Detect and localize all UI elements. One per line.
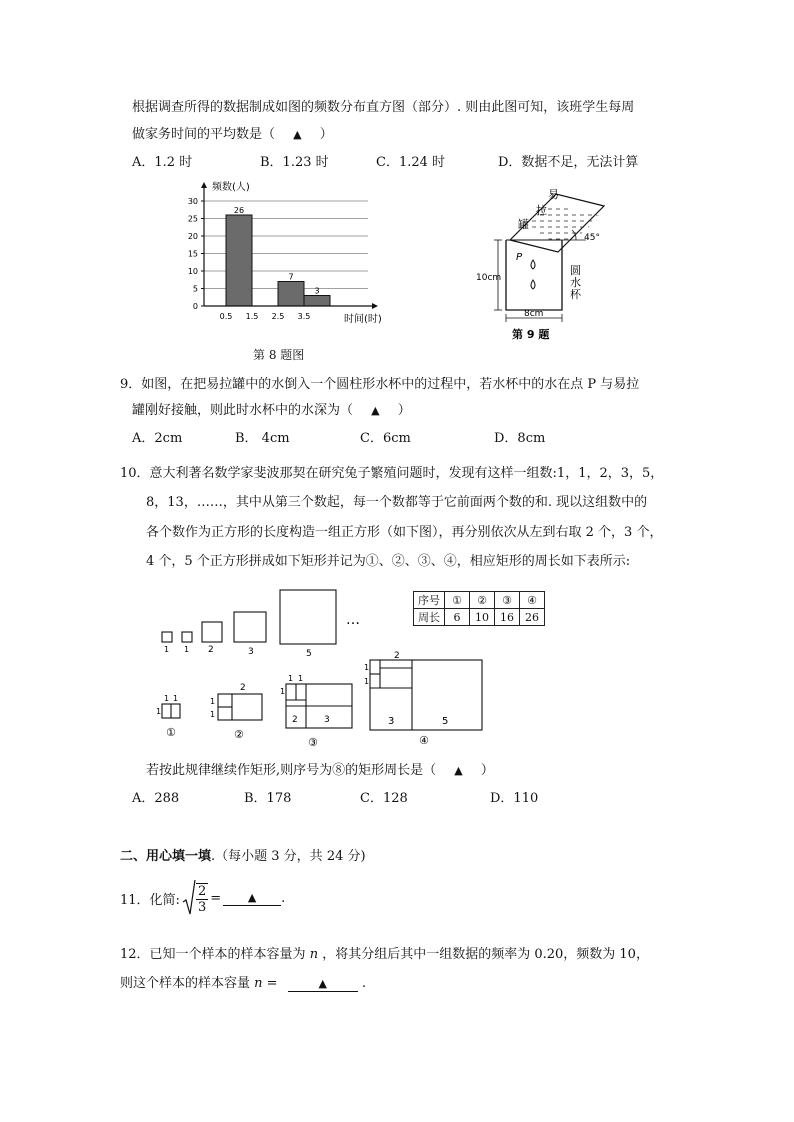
q11-answer-blank[interactable] bbox=[223, 891, 281, 906]
x-axis-arrow bbox=[372, 303, 378, 309]
q8-option-a: A．1.2 时 bbox=[132, 155, 193, 170]
q12-answer-blank[interactable] bbox=[288, 977, 358, 992]
table-header-cell: ② bbox=[470, 592, 495, 609]
x-tick-label: 2.5 bbox=[271, 312, 285, 321]
histogram-bar bbox=[304, 296, 330, 307]
section2-note: .（每小题 3 分，共 24 分) bbox=[211, 849, 366, 864]
can-label-2: 拉 bbox=[536, 204, 547, 217]
table-header-cell: ① bbox=[445, 592, 470, 609]
bar-value-label: 7 bbox=[288, 272, 294, 282]
q10-line2: 8，13，……，其中从第三个数起，每一个数都等于它前面两个数的和. 现以这组数中的 bbox=[146, 495, 648, 510]
table-cell: 16 bbox=[495, 609, 520, 626]
square-1a bbox=[162, 632, 172, 642]
q12-line2 bbox=[120, 972, 366, 992]
square-1a-label: 1 bbox=[164, 645, 170, 654]
fig9-caption: 第 9 题 bbox=[512, 328, 550, 341]
y-axis-arrow bbox=[201, 182, 207, 188]
droplet-icon bbox=[531, 280, 535, 289]
q12-text-a: 12．已知一个样本的样本容量为 bbox=[120, 947, 306, 962]
bar-value-label: 26 bbox=[233, 206, 245, 215]
angle-label: 45° bbox=[584, 233, 600, 243]
table-row bbox=[414, 592, 545, 609]
y-tick-label: 20 bbox=[187, 232, 198, 241]
square-5 bbox=[280, 590, 336, 644]
q10-option-d: D．110 bbox=[490, 791, 539, 806]
fig8-caption: 第 8 题图 bbox=[253, 348, 305, 362]
rect2-label-1a: 1 bbox=[210, 697, 216, 706]
fraction-denominator: 3 bbox=[197, 900, 207, 915]
y-tick-label: 10 bbox=[187, 267, 198, 276]
table-row bbox=[414, 609, 545, 626]
table-cell: 10 bbox=[470, 609, 495, 626]
table-header-cell: ④ bbox=[520, 592, 545, 609]
q11 bbox=[120, 878, 285, 918]
q12-var: n bbox=[309, 947, 319, 962]
q10-line5-post: ） bbox=[480, 763, 494, 778]
rect4-label-5: 5 bbox=[442, 716, 449, 727]
square-1b-label: 1 bbox=[184, 645, 190, 654]
q12-text-c: 则这个样本的样本容量 bbox=[120, 976, 251, 991]
q12-line1 bbox=[120, 943, 649, 962]
rect3-label-3: 3 bbox=[324, 715, 330, 725]
q10-option-c: C．128 bbox=[360, 791, 408, 806]
table-cell: 周长 bbox=[414, 609, 445, 626]
height-label: 10cm bbox=[476, 273, 502, 283]
q9-option-a: A．2cm bbox=[132, 431, 183, 446]
rect2-label-1b: 1 bbox=[210, 710, 216, 719]
width-label: 8cm bbox=[524, 309, 544, 319]
square-1b bbox=[182, 632, 192, 642]
q8-option-b: B．1.23 时 bbox=[260, 155, 329, 170]
q9-option-c: C．6cm bbox=[360, 431, 411, 446]
q10-line5 bbox=[146, 759, 494, 778]
section2-title: 二、用心填一填 bbox=[120, 849, 212, 864]
can-label-1: 易 bbox=[548, 188, 559, 201]
histogram-chart bbox=[184, 180, 384, 330]
square-2 bbox=[202, 622, 222, 642]
rect1-label-a: 1 bbox=[164, 694, 170, 703]
answer-triangle: ▲ bbox=[371, 404, 380, 417]
rect3-label-1b: 1 bbox=[298, 674, 304, 683]
rect2-label-2: 2 bbox=[240, 683, 246, 693]
rect4-label-1a: 1 bbox=[364, 663, 370, 672]
bar-value-label: 3 bbox=[314, 286, 320, 296]
histogram-bar bbox=[226, 215, 252, 306]
q8-option-c: C．1.24 时 bbox=[376, 155, 446, 170]
rect1-label-c: 1 bbox=[156, 707, 162, 716]
rect4-label-3: 3 bbox=[388, 716, 395, 727]
rect4-mark: ④ bbox=[419, 734, 429, 747]
x-tick-label: 0.5 bbox=[219, 312, 233, 321]
ellipsis: … bbox=[346, 612, 360, 628]
q8-line2-post: ） bbox=[319, 127, 333, 142]
table-cell: 6 bbox=[445, 609, 470, 626]
table-header-cell: 序号 bbox=[414, 592, 445, 609]
fraction-numerator: 2 bbox=[197, 884, 207, 899]
y-tick-label: 25 bbox=[187, 214, 198, 224]
q12-end: . bbox=[361, 976, 366, 991]
q10-line3: 各个数作为正方形的长度构造一组正方形（如下图），再分别依次从左到右取 2 个，3 个， bbox=[146, 525, 663, 540]
perimeter-table bbox=[413, 591, 545, 626]
answer-triangle: ▲ bbox=[247, 890, 257, 904]
answer-triangle: ▲ bbox=[293, 128, 302, 141]
can-label-3: 罐 bbox=[518, 218, 529, 231]
q8-line2 bbox=[132, 123, 333, 142]
y-tick-label: 15 bbox=[187, 249, 198, 259]
rect1-mark: ① bbox=[166, 726, 176, 739]
rect3-mark: ③ bbox=[308, 736, 318, 749]
x-axis-title: 时间(时) bbox=[344, 314, 382, 325]
cup-label-3: 杯 bbox=[570, 288, 581, 301]
table-header-cell: ③ bbox=[495, 592, 520, 609]
droplet-icon bbox=[531, 260, 535, 269]
cup-label-1: 圆 bbox=[570, 264, 581, 277]
q8-line2-pre: 做家务时间的平均数是（ bbox=[132, 127, 276, 142]
q9-line2-post: ） bbox=[397, 403, 411, 418]
q12-text-b: ，将其分组后其中一组数据的频率为 0.20，频数为 10， bbox=[322, 947, 649, 962]
y-tick-label: 0 bbox=[192, 302, 198, 311]
q9-line2 bbox=[132, 399, 411, 418]
rect1-label-b: 1 bbox=[173, 694, 179, 703]
q8-option-d: D．数据不足，无法计算 bbox=[498, 155, 639, 170]
q11-equals: = bbox=[210, 890, 222, 906]
q8-line1: 根据调查所得的数据制成如图的频数分布直方图（部分）. 则由此图可知，该班学生每周 bbox=[132, 100, 635, 115]
point-p-label: P bbox=[516, 252, 523, 263]
q10-option-b: B．178 bbox=[244, 791, 292, 806]
x-tick-label: 1.5 bbox=[245, 312, 259, 321]
rect2-mark: ② bbox=[234, 728, 244, 741]
y-tick-label: 5 bbox=[192, 284, 198, 294]
table-cell: 26 bbox=[520, 609, 545, 626]
square-5-label: 5 bbox=[306, 649, 312, 659]
rect4-label-2: 2 bbox=[394, 651, 400, 661]
y-axis-title: 频数(人) bbox=[212, 182, 250, 193]
square-3 bbox=[234, 612, 266, 642]
q10-line1: 10．意大利著名数学家斐波那契在研究兔子繁殖问题时，发现有这样一组数:1，1，2，3，5， bbox=[120, 466, 664, 481]
fig9-diagram bbox=[476, 176, 616, 346]
answer-triangle: ▲ bbox=[318, 977, 327, 990]
section2-heading bbox=[120, 845, 366, 864]
q11-prefix: 11．化简: bbox=[120, 892, 180, 908]
cup-label-2: 水 bbox=[570, 276, 581, 289]
q10-line4: 4 个，5 个正方形拼成如下矩形并记为①、②、③、④，相应矩形的周长如下表所示: bbox=[146, 554, 631, 569]
answer-triangle: ▲ bbox=[454, 764, 463, 777]
x-tick-label: 3.5 bbox=[297, 312, 311, 321]
rect3-label-1c: 1 bbox=[280, 687, 286, 696]
square-3-label: 3 bbox=[248, 647, 254, 657]
rect4-label-1b: 1 bbox=[364, 677, 370, 686]
q9-line2-pre: 罐刚好接触，则此时水杯中的水深为（ bbox=[132, 403, 354, 418]
q9-line1: 9．如图，在把易拉罐中的水倒入一个圆柱形水杯中的过程中，若水杯中的水在点 P 与易拉 bbox=[120, 377, 640, 392]
y-tick-label: 30 bbox=[187, 197, 198, 206]
q9-option-b: B． 4cm bbox=[235, 431, 290, 446]
q12-var: n bbox=[254, 976, 263, 991]
sqrt-icon bbox=[182, 878, 196, 918]
square-2-label: 2 bbox=[208, 645, 214, 655]
q11-end: . bbox=[281, 890, 286, 906]
q10-line5-pre: 若按此规律继续作矩形,则序号为⑧的矩形周长是（ bbox=[146, 763, 437, 778]
q10-option-a: A．288 bbox=[132, 791, 180, 806]
q12-equals: = bbox=[266, 976, 278, 991]
histogram-bar bbox=[278, 282, 304, 307]
rect3-label-2: 2 bbox=[292, 715, 298, 725]
fraction bbox=[196, 883, 208, 915]
q9-option-d: D．8cm bbox=[494, 431, 546, 446]
rect3-label-1a: 1 bbox=[288, 674, 294, 683]
